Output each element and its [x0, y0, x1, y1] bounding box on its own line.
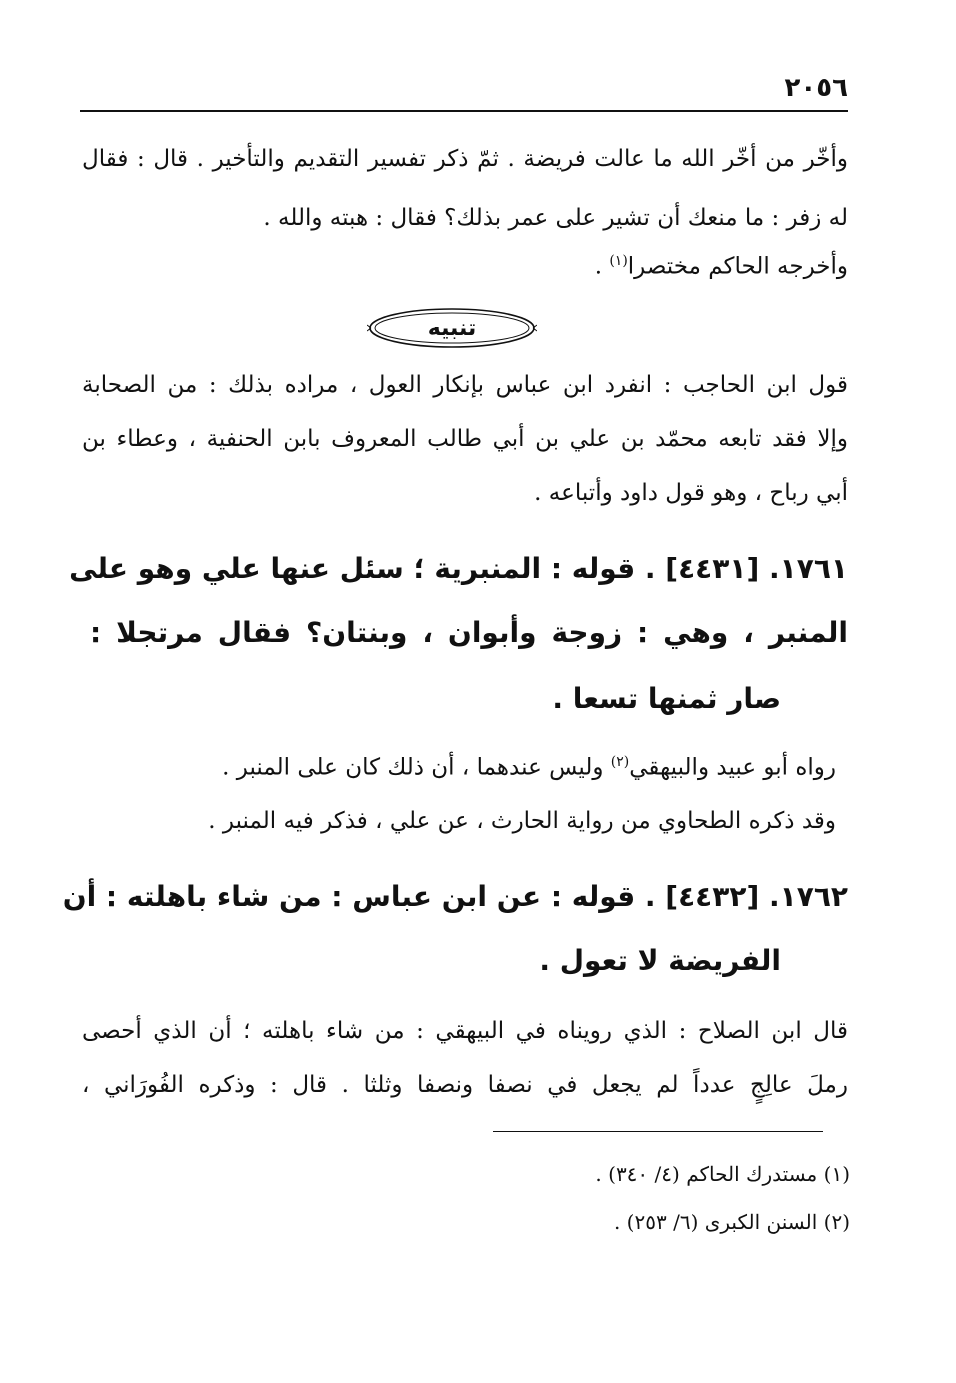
intro-line-1: وأخّر من أخّر الله ما عالت فريضة . ثمّ ذكر تفسير التقديم والتأخير . قال : فقال [82, 146, 848, 172]
commentary-1761-end: وليس عندهما ، أن ذلك كان على المنبر . [222, 754, 611, 781]
entry-1762-line-1: ١٧٦٢. [٤٤٣٢] . قوله : عن ابن عباس : من شاء باهلته : أن [62, 880, 848, 913]
footnote-ref-2: (٢) [610, 754, 630, 770]
intro-line-3-text: وأخرجه الحاكم مختصرا [627, 253, 848, 280]
intro-line-3-end: . [594, 253, 610, 280]
notice-line-3: أبي رباح ، وهو قول داود وأتباعه . [534, 480, 848, 506]
entry-1762-line-2: الفريضة لا تعول . [539, 944, 781, 977]
notice-line-2: وإلا فقد تابعه محمّد بن علي بن أبي طالب المعروف بابن الحنفية ، وعطاء بن [82, 426, 848, 452]
entry-1761-commentary-line-2: وقد ذكره الطحاوي من رواية الحارث ، عن علي ، فذكر فيه المنبر . [208, 808, 836, 834]
entry-1761-commentary-line-1 [222, 754, 836, 782]
entry-1761-line-1: ١٧٦١. [٤٤٣١] . قوله : المنبرية ؛ سئل عنها علي وهو على [69, 552, 848, 585]
intro-line-2: له زفر : ما منعك أن تشير على عمر بذلك؟ فقال : هبته والله . [263, 205, 848, 231]
footnote-divider [493, 1131, 823, 1132]
notice-line-1: قول ابن الحاجب : انفرد ابن عباس بإنكار العول ، مراده بذلك : من الصحابة [82, 372, 848, 398]
notice-heading-ornament [367, 305, 537, 351]
entry-1762-commentary-line-1: قال ابن الصلاح : الذي رويناه في البيهقي : من شاء باهلته ؛ أن الذي أحصى [82, 1018, 848, 1044]
header-divider [80, 110, 848, 112]
footnote-2: (٢) السنن الكبرى (٦/ ٢٥٣) . [613, 1210, 850, 1234]
entry-1762-commentary-line-2: رملَ عالِجٍ عدداً لم يجعل في نصفا ونصفا وثلثا . قال : وذكره الفُورَاني ، [82, 1072, 848, 1098]
notice-heading: تنبيه [427, 315, 477, 341]
commentary-1761-start: رواه أبو عبيد والبيهقي [629, 754, 836, 781]
footnote-1: (١) مستدرك الحاكم (٤/ ٣٤٠) . [595, 1162, 850, 1186]
intro-line-3 [595, 253, 848, 281]
footnote-ref-1: (١) [609, 253, 628, 269]
entry-1761-line-2: المنبر ، وهي : زوجة وأبوان ، وبنتان؟ فقال مرتجلا : [90, 616, 848, 649]
entry-1761-line-3: صار ثمنها تسعا . [552, 682, 781, 715]
page-number: ٢٠٥٦ [784, 73, 848, 103]
